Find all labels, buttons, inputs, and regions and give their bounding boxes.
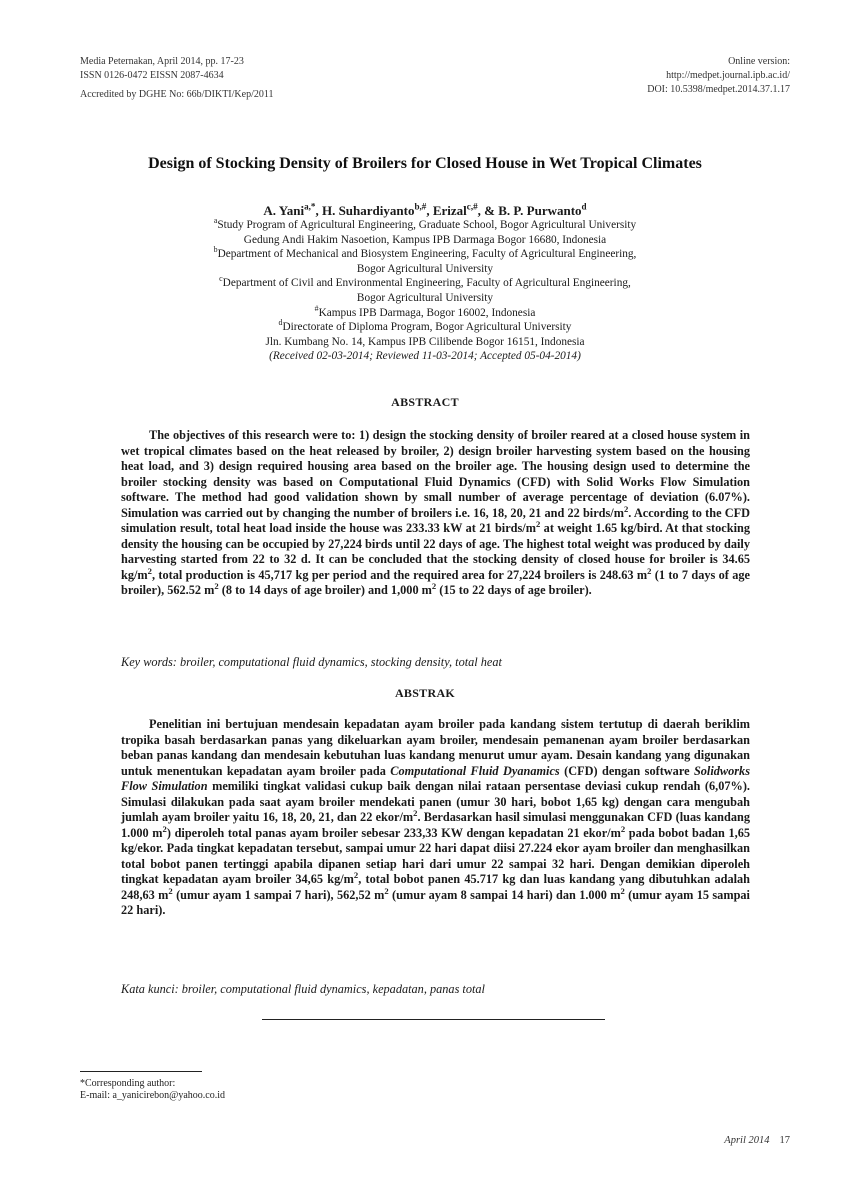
author-name: B. P. Purwanto — [498, 203, 582, 218]
page-number: 17 — [779, 1135, 790, 1146]
abstrak-text: pada bobot badan 1,65 kg/ekor. Pada tingkat kepadatan tersebut, sampai umur 22 hari dapat diisi 27.224 ekor ayam broiler dan menghasilkan total bobot panen tertinggi apabila dipanen setiap hari dari umur 22 sampai 32 hari. Dengan demikian diperoleh tingkat kepadatan ayam broiler 34,65 kg/m — [121, 825, 750, 886]
affiliation-line — [60, 218, 790, 233]
superscript: 2 — [535, 518, 541, 529]
affiliation-line: Gedung Andi Hakim Nasoetion, Kampus IPB Darmaga Bogor 16680, Indonesia — [243, 233, 607, 246]
author-name: H. Suhardiyanto — [321, 203, 415, 218]
abstrak-text: Penelitian ini bertujuan mendesain kepadatan ayam broiler pada kandang sistem tertutup di daerah beriklim tropika basah berdasarkan panas yang dikeluarkan ayam broiler, mendesain pemanenan ayam broiler berdasarkan beban panas kandang dan mendesain kebutuhan luas kandang menurut umur ayam. Desain kandang yang digunakan untuk menentukan kepadatan ayam broiler pada — [121, 717, 750, 778]
footnote — [80, 1078, 225, 1102]
superscript: 2 — [431, 580, 437, 591]
abstract-text: at weight 1.65 kg/bird. At that stocking density the housing can be occupied by 27,224 birds until 22 days of age. The highest total weight was produced by daily harvesting started from 22 to 32 d. It can be concluded that the stocking density of closed house for broiler is 34.65 kg/m — [121, 521, 751, 582]
affiliation-line: Jln. Kumbang No. 14, Kampus IPB Cilibende Bogor 16151, Indonesia — [265, 335, 585, 348]
doi-line: DOI: 10.5398/medpet.2014.37.1.17 — [647, 84, 790, 95]
affiliation-line: Bogor Agricultural University — [356, 262, 494, 275]
superscript: 2 — [623, 503, 629, 514]
affiliation-line — [60, 320, 790, 335]
superscript: 2 — [162, 823, 167, 834]
superscript: 2 — [147, 565, 152, 576]
abstract-heading: ABSTRACT — [391, 395, 459, 409]
affiliation-text: Department of Mechanical and Biosystem Engineering, Faculty of Agricultural Engineering, — [217, 248, 637, 261]
abstract-text: (8 to 14 days of age broiler) and 1,000 m — [218, 583, 432, 597]
abstrak-text: (umur ayam 8 sampai 14 hari) dan 1.000 m — [388, 887, 621, 902]
corresponding-author-label: *Corresponding author: — [80, 1078, 176, 1089]
affil-marker: c — [219, 274, 223, 284]
journal-citation: Media Peternakan, April 2014, pp. 17-23 — [80, 56, 244, 67]
affiliation-text: Directorate of Diploma Program, Bogor Agricultural University — [282, 321, 572, 334]
abstrak-text: (CFD) dengan software — [559, 763, 694, 778]
abstract-text: , total production is 45,717 kg per period and the required area for 27,224 broilers is 248.63 m — [151, 567, 648, 582]
abstrak-heading: ABSTRAK — [394, 686, 456, 700]
superscript: 2 — [620, 823, 626, 834]
abstract-text: (1 to 7 days of age broiler), 562.52 m — [121, 567, 750, 597]
abstract-text: (15 to 22 days of age broiler). — [436, 583, 592, 597]
corresponding-email: E-mail: a_yanicirebon@yahoo.co.id — [80, 1090, 225, 1101]
abstrak-paragraph — [121, 717, 750, 919]
affil-marker: # — [314, 303, 319, 313]
abstrak-italic-term: Solidworks Flow Simulation — [121, 763, 750, 793]
footnote-divider — [80, 1071, 202, 1072]
online-version-label: Online version: — [728, 56, 790, 67]
kata-kunci-line: Kata kunci: broiler, computational fluid dynamics, kepadatan, panas total — [121, 982, 485, 996]
superscript: 2 — [168, 885, 173, 896]
abstrak-text: . Berdasarkan hasil simulasi menggunakan CFD (luas kandang 1.000 m — [121, 810, 750, 840]
issn-line: ISSN 0126-0472 EISSN 2087-4634 — [80, 70, 224, 81]
issue-date: April 2014 — [724, 1135, 770, 1146]
affil-marker: d — [278, 318, 283, 328]
abstrak-italic-term: Computational Fluid Dyanamics — [390, 763, 560, 778]
journal-header — [80, 55, 273, 102]
superscript: 2 — [413, 807, 418, 818]
affil-marker: a — [213, 216, 218, 226]
abstrak-text: , total bobot panen 45.717 kg dan luas kandang yang dibutuhkan adalah 248,63 m — [121, 872, 750, 902]
submission-dates: (Received 02-03-2014; Reviewed 11-03-2014; Accepted 05-04-2014) — [269, 350, 581, 363]
affil-marker: b — [213, 245, 218, 255]
affiliation-text: Kampus IPB Darmaga, Bogor 16002, Indonesia — [318, 306, 536, 319]
abstract-text: The objectives of this research were to: 1) design the stocking density of broiler reared at a closed house system in wet tropical climates based on the heat released by broiler, 2) design broiler harvesting system based on the housing heat load, and 3) design required housing area based on the broiler age. The housing design used to determine the broiler stocking density was based on Computational Fluid Dynamics (CFD) with Solid Works Flow Simulation software. The method had good validation shown by small number of average percentage of deviation (6.07%). Simulation was carried out by changing the number of broilers i.e. 16, 18, 20, 21 and 22 birds/m — [121, 428, 750, 520]
online-version-block — [647, 55, 790, 97]
paper-title: Design of Stocking Density of Broilers for Closed House in Wet Tropical Climates — [148, 155, 702, 172]
author-affil-marker: a,* — [304, 201, 316, 212]
abstrak-text: (umur ayam 15 sampai 22 hari). — [121, 887, 750, 917]
abstrak-text: ) diperoleh total panas ayam broiler sebesar 233,33 KW dengan kepadatan 21 ekor/m — [166, 825, 621, 840]
superscript: 2 — [647, 565, 652, 576]
affiliation-line — [60, 303, 790, 321]
abstract-paragraph — [121, 428, 750, 599]
abstrak-text: memiliki tingkat validasi cukup baik dengan nilai rataan persentase deviasi cukup rendah (6,07%). Simulasi dilakukan pada saat ayam broiler mendekati panen (umur 30 hari, bobot 1,65 kg) dengan cara mengubah jumlah ayam broiler yaitu 16, 18, 20, 21, dan 22 ekor/m — [121, 779, 750, 824]
author-affil-marker: d — [581, 201, 587, 212]
journal-url-link[interactable]: http://medpet.journal.ipb.ac.id/ — [666, 70, 790, 81]
author-affil-marker: b,# — [414, 201, 427, 212]
author-list — [60, 203, 790, 219]
page-footer — [724, 1135, 790, 1146]
affiliation-line — [60, 276, 790, 291]
affiliation-block — [60, 218, 790, 364]
abstrak-text: (umur ayam 1 sampai 7 hari), 562,52 m — [172, 887, 385, 902]
affiliation-text: Study Program of Agricultural Engineering, Graduate School, Bogor Agricultural University — [217, 219, 637, 231]
author-name: Erizal — [432, 203, 467, 218]
author-affil-marker: c,# — [466, 201, 478, 212]
superscript: 2 — [620, 885, 625, 896]
author-separator: , — [426, 203, 433, 218]
keywords-line: Key words: broiler, computational fluid dynamics, stocking density, total heat — [121, 655, 502, 669]
author-separator: , & — [477, 203, 499, 218]
superscript: 2 — [353, 869, 359, 880]
accreditation-line: Accredited by DGHE No: 66b/DIKTI/Kep/2011 — [80, 89, 274, 100]
author-separator: , — [315, 203, 322, 218]
affiliation-line: Bogor Agricultural University — [356, 291, 494, 304]
superscript: 2 — [384, 885, 389, 896]
section-divider — [262, 1019, 605, 1020]
author-name: A. Yani — [263, 203, 305, 218]
superscript: 2 — [214, 580, 219, 591]
affiliation-line — [60, 247, 790, 262]
abstract-text: . According to the CFD simulation result, total heat load inside the house was 233.33 kW at 21 birds/m — [121, 505, 750, 535]
affiliation-text: Department of Civil and Environmental Engineering, Faculty of Agricultural Engineering, — [222, 277, 631, 290]
